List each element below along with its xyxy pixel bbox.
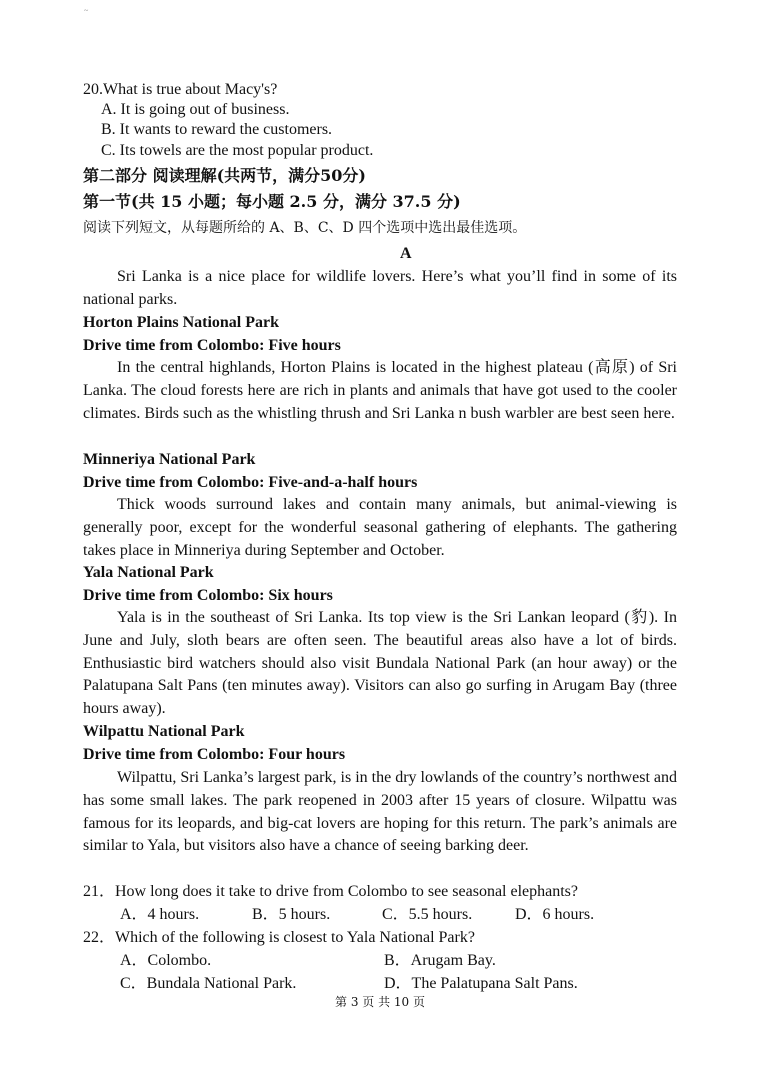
- question-20-option-b: B. It wants to reward the customers.: [101, 121, 333, 138]
- question-20-stem: 20.What is true about Macy's?: [83, 81, 278, 98]
- corner-mark: ~: [84, 6, 89, 15]
- question-22-option-c: C．Bundala National Park.: [120, 975, 297, 992]
- park-name-wilpattu: Wilpattu National Park: [83, 723, 245, 740]
- question-22-option-b: B．Arugam Bay.: [384, 952, 496, 969]
- park-text-horton: In the central highlands, Horton Plains is located in the highest plateau (高原) of Sri Lanka. The cloud forests here are rich in plants and animals that have got used to the cooler climates. Birds such as the whistling thrush and Sri Lanka n bush warbler are best seen here.: [83, 359, 677, 422]
- section-instruction: 阅读下列短文，从每题所给的 A、B、C、D 四个选项中选出最佳选项。: [83, 220, 527, 236]
- park-name-minneriya: Minneriya National Park: [83, 451, 256, 468]
- question-21-option-c: C．5.5 hours.: [382, 906, 473, 923]
- question-21-option-b: B．5 hours.: [252, 906, 331, 923]
- park-text-minneriya: Thick woods surround lakes and contain many animals, but animal-viewing is generally poor, except for the wonderful seasonal gathering of elephants. The gathering takes place in Minneriya during September and October.: [83, 496, 677, 559]
- question-20-option-a: A. It is going out of business.: [101, 101, 290, 118]
- question-22-option-a: A．Colombo.: [120, 952, 212, 969]
- park-text-yala: Yala is in the southeast of Sri Lanka. Its top view is the Sri Lankan leopard (豹). In June and July, sloth bears are often seen. The beautiful areas also have a lot of birds. Enthusiastic bird watchers should also visit Bundala National Park (an hour away) or the Palatupana Salt Pans (ten minutes away). Visitors can also go surfing in Arugam Bay (three hours away).: [83, 609, 677, 718]
- park-name-horton: Horton Plains National Park: [83, 314, 280, 331]
- passage-letter: A: [400, 245, 412, 262]
- drive-time-wilpattu: Drive time from Colombo: Four hours: [83, 746, 346, 763]
- section-subtitle: 第一节(共 15 小题；每小题 2.5 分，满分 37.5 分): [83, 192, 461, 211]
- drive-time-horton: Drive time from Colombo: Five hours: [83, 337, 341, 354]
- park-text-wilpattu: Wilpattu, Sri Lanka’s largest park, is in the dry lowlands of the country’s northwest and has some small lakes. The park reopened in 2003 after 15 years of closure. Wilpattu was famous for its leopards, and big-cat lovers are hoping for this return. The park’s animals are similar to Yala, but visitors also have a chance of seeing barking deer.: [83, 769, 677, 855]
- page-footer: 第 3 页 共 10 页: [335, 995, 425, 1009]
- passage-intro: Sri Lanka is a nice place for wildlife lovers. Here’s what you’ll find in some of its national parks.: [83, 268, 677, 308]
- drive-time-minneriya: Drive time from Colombo: Five-and-a-half hours: [83, 474, 418, 491]
- part-title: 第二部分 阅读理解(共两节，满分50分): [83, 166, 366, 185]
- drive-time-yala: Drive time from Colombo: Six hours: [83, 587, 333, 604]
- question-21-option-d: D．6 hours.: [515, 906, 595, 923]
- question-22-option-d: D．The Palatupana Salt Pans.: [384, 975, 578, 992]
- question-20-option-c: C. Its towels are the most popular product.: [101, 142, 374, 159]
- question-22-stem: 22．Which of the following is closest to Yala National Park?: [83, 929, 475, 946]
- question-21-option-a: A．4 hours.: [120, 906, 200, 923]
- park-name-yala: Yala National Park: [83, 564, 214, 581]
- question-21-stem: 21．How long does it take to drive from Colombo to see seasonal elephants?: [83, 883, 579, 900]
